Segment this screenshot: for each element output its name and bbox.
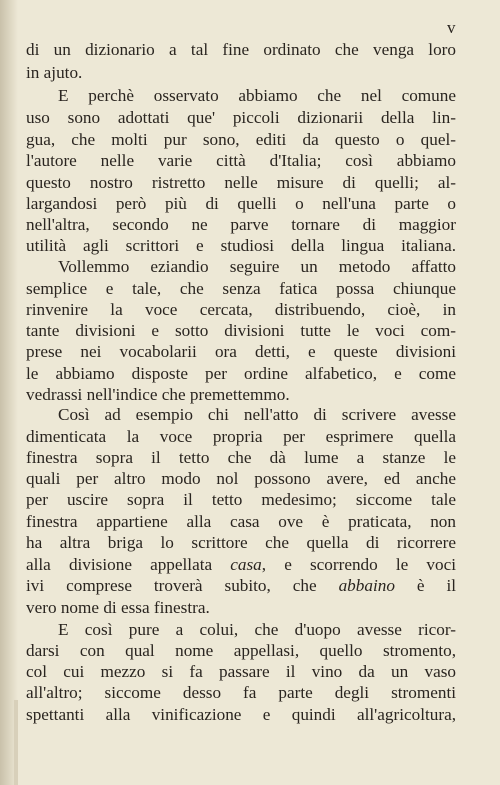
text-line: ha altra briga lo scrittore che quella di ricorrere xyxy=(26,533,456,552)
text-line: alla divisione appellata casa, e scorrendo le voci xyxy=(26,555,456,574)
text-line: uso sono adottati que' piccoli dizionarii della lin- xyxy=(26,108,456,127)
text-line: vero nome di essa finestra. xyxy=(26,598,210,617)
page-number: v xyxy=(447,18,456,37)
text-line: Vollemmo eziandio seguire un metodo affatto xyxy=(58,257,456,276)
text-line: le abbiamo disposte per ordine alfabetico, e come xyxy=(26,364,456,383)
text-line: dimenticata la voce propria per esprimere quella xyxy=(26,427,456,446)
text-line: darsi con qual nome appellasi, quello stromento, xyxy=(26,641,456,660)
text-line: tante divisioni e sotto divisioni tutte le voci com- xyxy=(26,321,456,340)
text-line: largandosi però più di quelli o nell'una parte o xyxy=(26,194,456,213)
text-line: E così pure a colui, che d'uopo avesse ricor- xyxy=(58,620,456,639)
text-line: gua, che molti pur sono, editi da questo o quel- xyxy=(26,130,456,149)
text-line: spettanti alla vinificazione e quindi all'agricoltura, xyxy=(26,705,456,724)
text-line: E perchè osservato abbiamo che nel comune xyxy=(58,86,456,105)
text-line: in ajuto. xyxy=(26,63,83,82)
page-edge-stain xyxy=(14,700,18,785)
text-line: col cui mezzo si fa passare il vino da un vaso xyxy=(26,662,456,681)
text-line: vedrassi nell'indice che premettemmo. xyxy=(26,385,290,404)
text-line: prese nei vocabolarii ora detti, e queste divisioni xyxy=(26,342,456,361)
text-line: ivi comprese troverà subito, che abbaino è il xyxy=(26,576,456,595)
text-line: nell'altra, secondo ne parve tornare di maggior xyxy=(26,215,456,234)
text-line: quali per altro modo nol possono avere, ed anche xyxy=(26,469,456,488)
text-line: di un dizionario a tal fine ordinato che venga loro xyxy=(26,40,456,59)
text-line: semplice e tale, che senza fatica possa chiunque xyxy=(26,279,456,298)
text-line: all'altro; siccome desso fa parte degli stromenti xyxy=(26,683,456,702)
text-line: questo nostro ristretto nelle misure di quelli; al- xyxy=(26,173,456,192)
text-line: finestra appartiene alla casa ove è praticata, non xyxy=(26,512,456,531)
text-line: utilità agli scrittori e studiosi della lingua italiana. xyxy=(26,236,456,255)
text-line: rinvenire la voce cercata, distribuendo, cioè, in xyxy=(26,300,456,319)
text-line: per uscire sopra il tetto medesimo; siccome tale xyxy=(26,490,456,509)
text-line: Così ad esempio chi nell'atto di scrivere avesse xyxy=(58,405,456,424)
italic-term: abbaino xyxy=(338,576,395,595)
italic-term: casa xyxy=(230,555,262,574)
text-line: finestra sopra il tetto che dà lume a stanze le xyxy=(26,448,456,467)
text-line: l'autore nelle varie città d'Italia; così abbiamo xyxy=(26,151,456,170)
book-gutter-shadow xyxy=(0,0,18,785)
